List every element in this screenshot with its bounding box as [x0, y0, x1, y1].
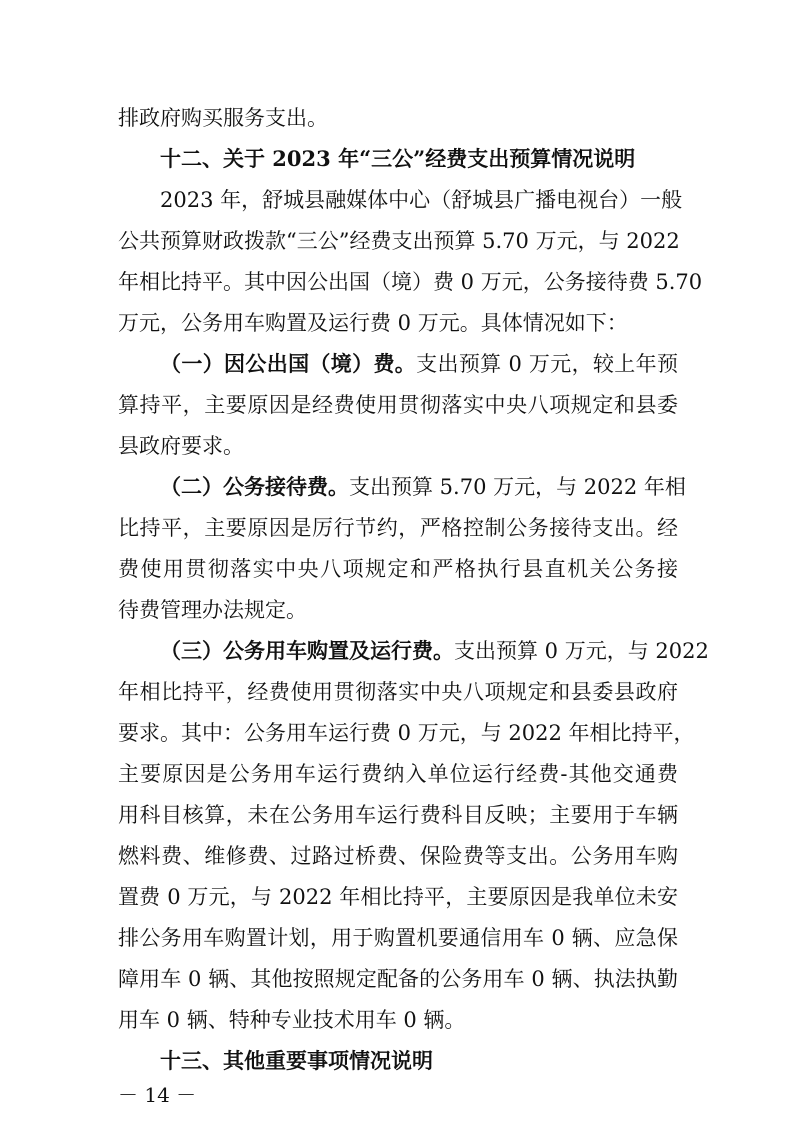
- text-line: 要求。其中：公务用车运行费 0 万元，与 2022 年相比持平，: [118, 721, 695, 745]
- text-line: 排公务用车购置计划，用于购置机要通信用车 0 辆、应急保: [118, 926, 678, 950]
- text-line: 县政府要求。: [118, 434, 244, 458]
- subsection-paragraph-3: [160, 637, 709, 665]
- text-line: 用科目核算，未在公务用车运行费科目反映；主要用于车辆: [118, 803, 678, 827]
- subsection-heading-1: （一）因公出国（境）费。: [160, 351, 417, 376]
- section-heading-13: 十三、其他重要事项情况说明: [160, 1048, 433, 1073]
- text-line: 主要原因是公务用车运行费纳入单位运行经费-其他交通费: [118, 762, 678, 786]
- subsection-paragraph-1: [160, 350, 678, 378]
- text-line: 万元，公务用车购置及运行费 0 万元。具体情况如下：: [118, 311, 628, 335]
- page-number: － 14 －: [118, 1083, 197, 1107]
- text-line: 年相比持平。其中因公出国（境）费 0 万元，公务接待费 5.70: [118, 270, 703, 294]
- subsection-heading-2: （二）公务接待费。: [160, 474, 349, 499]
- text-line: 排政府购买服务支出。: [118, 106, 328, 130]
- subsection-paragraph-2: [160, 473, 686, 501]
- section-heading-12: 十二、关于 2023 年“三公”经费支出预算情况说明: [160, 146, 636, 171]
- text-line: 障用车 0 辆、其他按照规定配备的公务用车 0 辆、执法执勤: [118, 967, 678, 991]
- text-span: 支出预算 0 万元，较上年预: [416, 352, 678, 376]
- text-line: 算持平，主要原因是经费使用贯彻落实中央八项规定和县委: [118, 393, 678, 417]
- text-span: 支出预算 5.70 万元，与 2022 年相: [349, 475, 686, 499]
- text-line: 用车 0 辆、特种专业技术用车 0 辆。: [118, 1008, 466, 1032]
- text-line: 置费 0 万元，与 2022 年相比持平，主要原因是我单位未安: [118, 885, 678, 909]
- subsection-heading-3: （三）公务用车购置及运行费。: [160, 638, 454, 663]
- text-line: 年相比持平，经费使用贯彻落实中央八项规定和县委县政府: [118, 680, 678, 704]
- text-span: 支出预算 0 万元，与 2022: [454, 639, 709, 663]
- text-line: 费使用贯彻落实中央八项规定和严格执行县直机关公务接: [118, 557, 678, 581]
- text-line: 待费管理办法规定。: [118, 598, 307, 622]
- text-line: 燃料费、维修费、过路过桥费、保险费等支出。公务用车购: [118, 844, 678, 868]
- text-line: 公共预算财政拨款“三公”经费支出预算 5.70 万元，与 2022: [118, 229, 680, 253]
- text-line: 2023 年，舒城县融媒体中心（舒城县广播电视台）一般: [160, 188, 683, 212]
- text-line: 比持平，主要原因是厉行节约，严格控制公务接待支出。经: [118, 516, 678, 540]
